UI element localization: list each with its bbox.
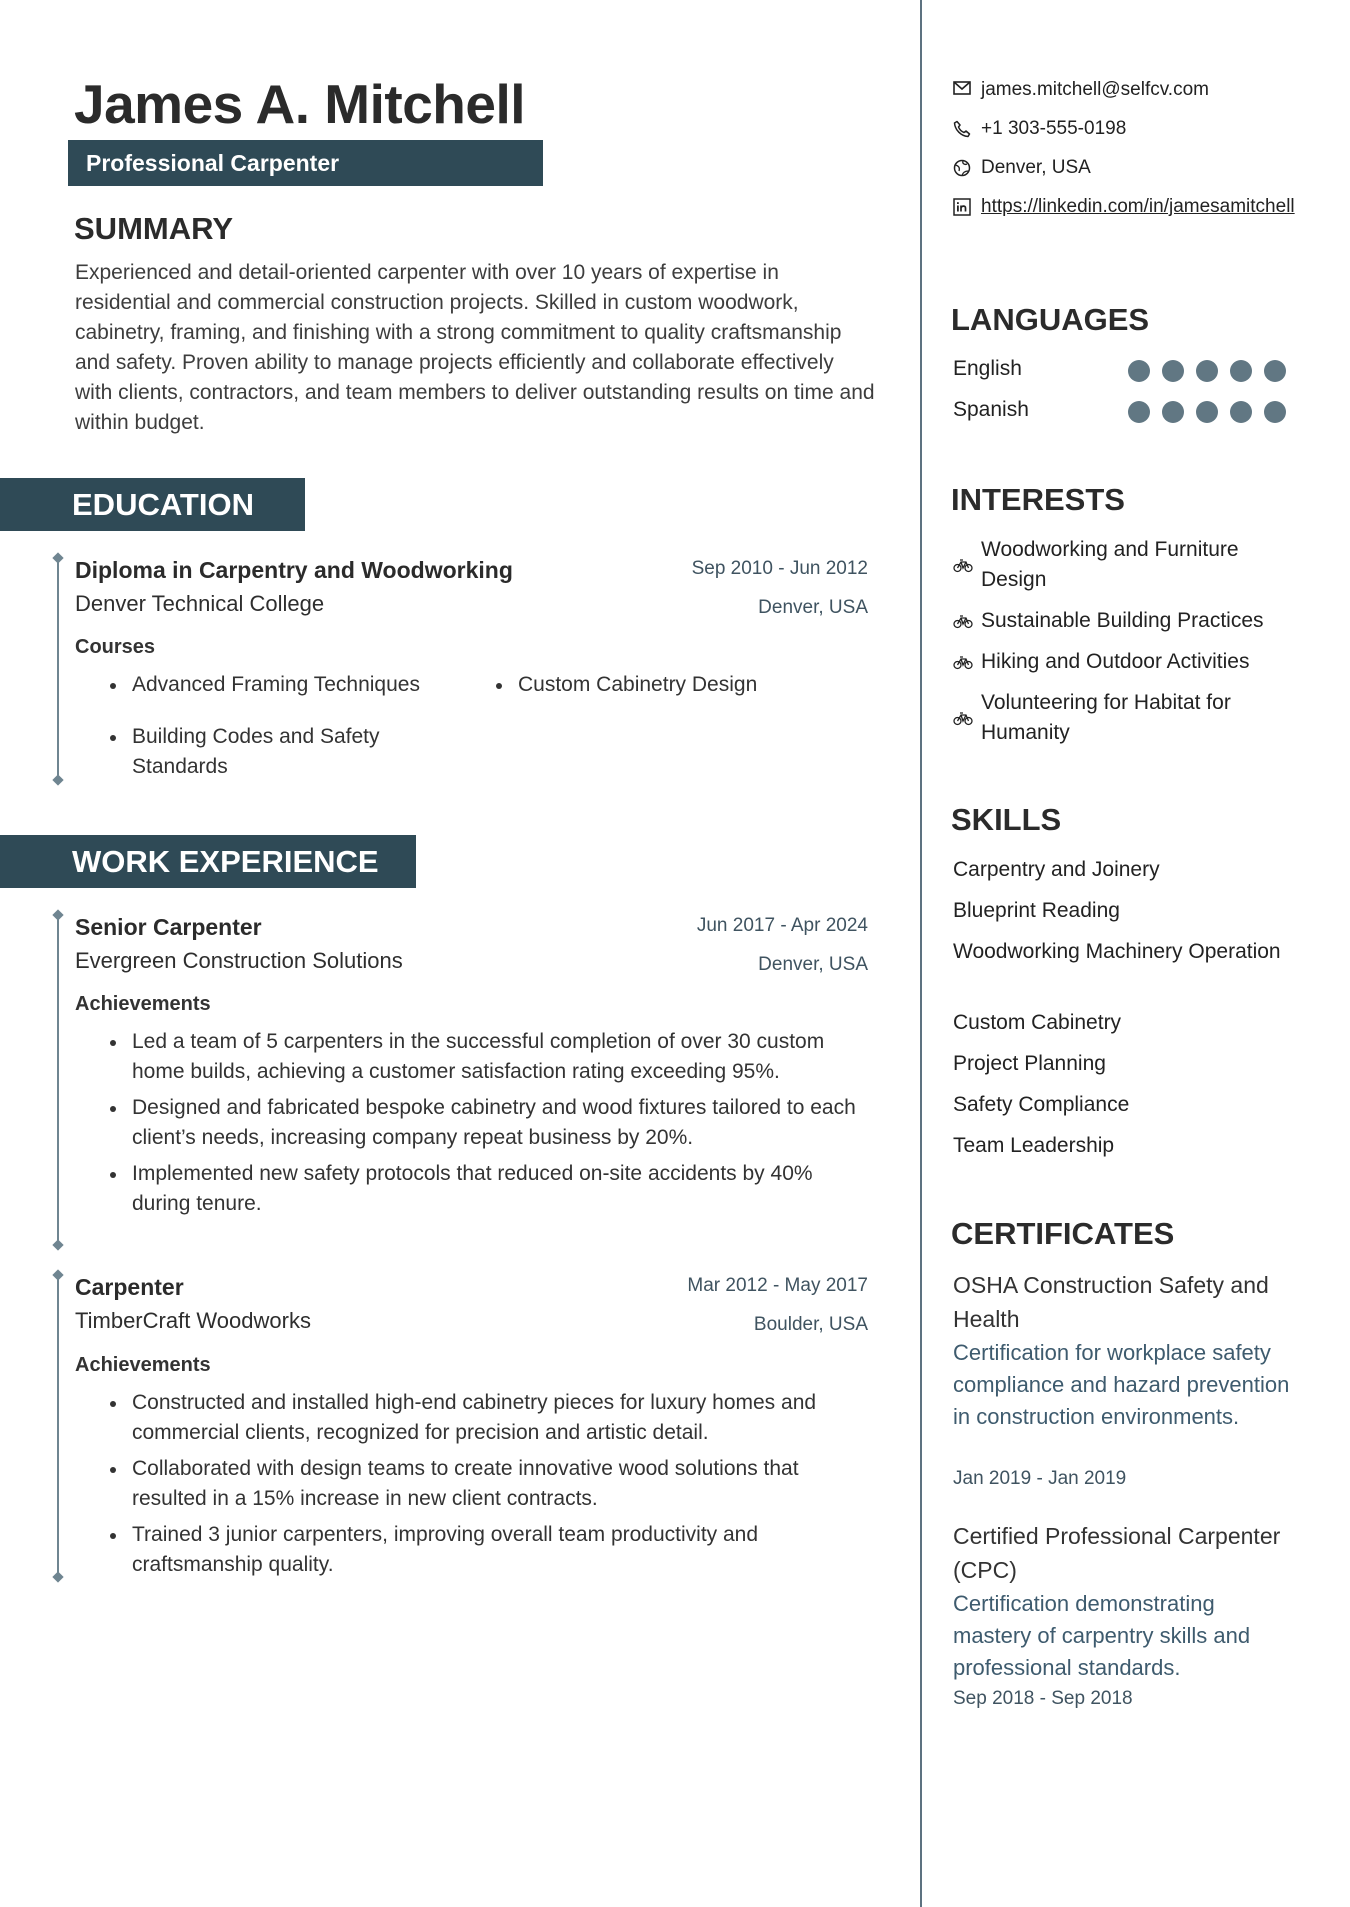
level-dot [1162,401,1184,423]
language-level-dots [1128,401,1298,423]
achievement-item: Led a team of 5 carpenters in the successful completion of over 30 custom home builds, achieving a customer satisfaction rating exceeding 95%. [102,1027,867,1087]
certificate-description: Certification demonstrating mastery of carpentry skills and professional standards. [953,1591,1251,1680]
language-name: English [953,357,1022,380]
linkedin-icon [953,198,971,216]
linkedin-link[interactable]: https://linkedin.com/in/jamesamitchell [981,196,1295,217]
certificates-heading: CERTIFICATES [951,1216,1175,1251]
bicycle-icon [953,613,973,629]
job-date: Mar 2012 - May 2017 [687,1275,868,1296]
certificate-date: Sep 2018 - Sep 2018 [953,1688,1133,1709]
mail-icon [953,81,971,95]
skill-item: Team Leadership [953,1134,1115,1157]
contact-linkedin[interactable] [953,193,1313,221]
job-position: Carpenter [75,1274,184,1300]
skill-item: Project Planning [953,1052,1106,1075]
achievements-list [102,1027,867,1225]
course-item: Custom Cabinetry Design [488,670,878,700]
language-level-dots [1128,360,1298,382]
work-experience-banner [0,835,416,888]
skills-heading: SKILLS [951,802,1062,837]
job-location: Denver, USA [758,954,868,975]
work-experience-heading: WORK EXPERIENCE [72,844,379,879]
level-dot [1128,360,1150,382]
level-dot [1196,401,1218,423]
education-location: Denver, USA [758,597,868,618]
timeline-start-marker [52,1269,63,1280]
column-divider [920,0,922,1907]
languages-heading: LANGUAGES [951,302,1150,337]
globe-icon [953,159,971,177]
summary-heading: SUMMARY [74,211,234,246]
email-text[interactable]: james.mitchell@selfcv.com [981,79,1209,100]
certificate-date: Jan 2019 - Jan 2019 [953,1468,1127,1489]
bicycle-icon [953,557,973,573]
phone-text[interactable]: +1 303-555-0198 [981,118,1127,139]
contact-location [953,154,1091,182]
certificate-description: Certification for workplace safety compliance and hazard prevention in construction environments. [953,1340,1290,1429]
course-item: Advanced Framing Techniques [102,670,462,700]
interest-label: Woodworking and Furniture Design [981,538,1239,591]
level-dot [1230,401,1252,423]
role-banner [68,140,543,186]
education-timeline [57,558,59,780]
achievement-item: Trained 3 junior carpenters, improving overall team productivity and craftsmanship quality. [102,1520,867,1580]
interest-item [953,606,1293,636]
achievement-item: Constructed and installed high-end cabinetry pieces for luxury homes and commercial clients, recognized for precision and artistic detail. [102,1388,867,1448]
achievements-label: Achievements [75,993,211,1015]
certificate-name: Certified Professional Carpenter (CPC) [953,1523,1281,1583]
achievements-list [102,1388,867,1586]
job-timeline [57,915,59,1245]
timeline-end-marker [52,774,63,785]
skill-item: Woodworking Machinery Operation [953,940,1281,963]
school-name: Denver Technical College [75,591,325,616]
interest-item [953,688,1293,748]
education-date: Sep 2010 - Jun 2012 [691,558,868,579]
timeline-end-marker [52,1571,63,1582]
contact-email[interactable] [953,76,1209,104]
interest-label: Hiking and Outdoor Activities [981,650,1250,673]
certificate-name: OSHA Construction Safety and Health [953,1272,1269,1332]
achievement-item: Implemented new safety protocols that reduced on-site accidents by 40% during tenure. [102,1159,867,1219]
summary-text: Experienced and detail-oriented carpenter with over 10 years of expertise in residential and commercial construction projects. Skilled in custom woodwork, cabinetry, framing, and finishing with a strong commitment to quality craftsmanship and safety. Proven ability to manage projects efficiently and collaborate effectively with clients, contractors, and team members to deliver outstanding results on time and within budget. [75,261,875,434]
timeline-end-marker [52,1239,63,1250]
bicycle-icon [953,654,973,670]
job-date: Jun 2017 - Apr 2024 [696,915,868,936]
location-text: Denver, USA [981,157,1091,178]
skill-item: Carpentry and Joinery [953,858,1160,881]
level-dot [1264,401,1286,423]
level-dot [1230,360,1252,382]
timeline-start-marker [52,552,63,563]
interests-heading: INTERESTS [951,482,1125,517]
achievement-item: Designed and fabricated bespoke cabinetry and wood fixtures tailored to each client’s needs, increasing company repeat business by 20%. [102,1093,867,1153]
education-heading: EDUCATION [72,487,254,522]
company-name: TimberCraft Woodworks [75,1308,311,1333]
job-location: Boulder, USA [753,1314,868,1335]
skill-item: Blueprint Reading [953,899,1120,922]
level-dot [1196,360,1218,382]
interest-label: Sustainable Building Practices [981,609,1264,632]
achievement-item: Collaborated with design teams to create innovative wood solutions that resulted in a 15% increase in new client contracts. [102,1454,867,1514]
company-name: Evergreen Construction Solutions [75,948,403,973]
job-position: Senior Carpenter [75,914,262,940]
achievements-label: Achievements [75,1354,211,1376]
course-item: Building Codes and Safety Standards [102,722,462,782]
level-dot [1162,360,1184,382]
interest-item [953,535,1293,595]
phone-icon [953,120,971,138]
job-title: Professional Carpenter [86,150,340,176]
courses-label: Courses [75,636,156,658]
skill-item: Safety Compliance [953,1093,1130,1116]
candidate-name: James A. Mitchell [74,73,526,135]
job-timeline [57,1275,59,1577]
level-dot [1264,360,1286,382]
timeline-start-marker [52,909,63,920]
education-banner [0,478,305,531]
degree-title: Diploma in Carpentry and Woodworking [75,557,513,583]
language-name: Spanish [953,398,1029,421]
contact-phone[interactable] [953,115,1126,143]
interest-item [953,647,1293,677]
skill-item: Custom Cabinetry [953,1011,1122,1034]
level-dot [1128,401,1150,423]
interest-label: Volunteering for Habitat for Humanity [981,691,1231,744]
bicycle-icon [953,710,973,726]
